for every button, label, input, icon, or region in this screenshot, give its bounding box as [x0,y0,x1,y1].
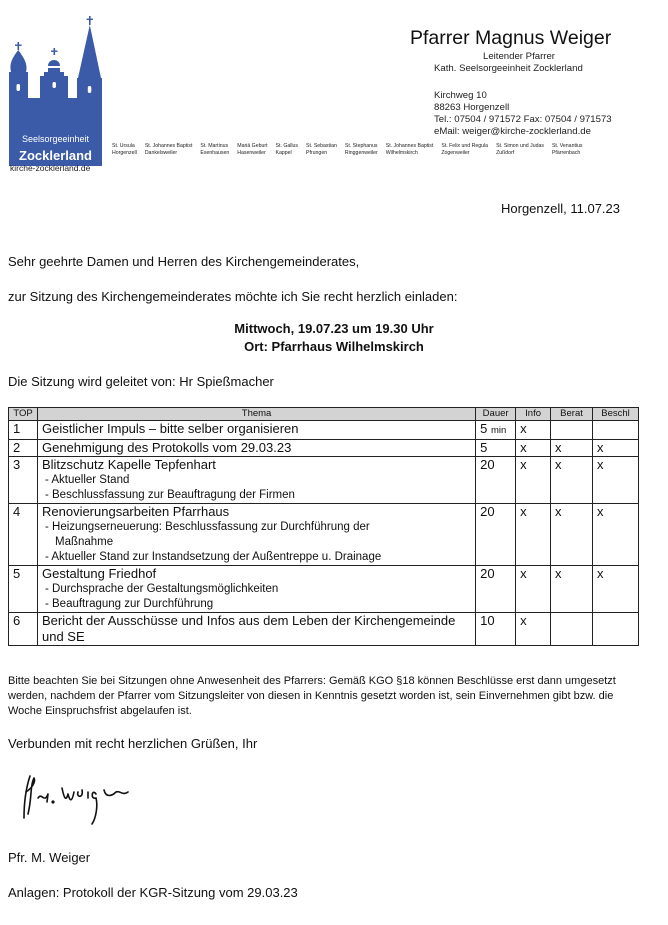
agenda-duration [476,504,516,566]
agenda-row [9,613,639,646]
agenda-info: x [516,440,551,457]
agenda-topic-title: Gestaltung Friedhof [41,566,157,581]
letter-date: Horgenzell, 11.07.23 [501,201,621,216]
sender-name: Pfarrer Magnus Weiger [410,27,612,49]
agenda-duration [476,566,516,613]
attachments: Anlagen: Protokoll der KGR-Sitzung vom 29.03.23 [8,885,298,900]
sender-street: Kirchweg 10 [434,90,487,101]
parish-saint: St. Simon und Judas [496,143,544,149]
duration-value: 20 [480,504,495,519]
greeting: Verbunden mit recht herzlichen Grüßen, Ihr [8,736,258,751]
agenda-info: x [516,504,551,566]
parish-saint: St. Martinus [200,143,229,149]
parish-saint: St. Ursula [112,143,135,149]
sender-address [434,90,612,138]
agenda-row [9,504,639,566]
agenda-berat: x [551,440,593,457]
agenda-info: x [516,613,551,646]
parish-place: Horgenzell [112,149,137,156]
duration-value: 20 [480,566,495,581]
parish-saint: St. Felix und Regula [441,143,489,149]
agenda-duration [476,613,516,646]
header-beschl: Beschl [593,408,639,421]
parish-place: Dankelsweiler [144,149,178,156]
parish-place: Wilhelmskirch [385,149,418,156]
agenda-top: 6 [9,613,38,646]
agenda-header-row [9,408,639,421]
parish-saint: St. Sebastian [306,143,337,149]
agenda-beschl: x [593,457,639,504]
agenda-beschl: x [593,504,639,566]
agenda-topic-title: Blitzschutz Kapelle Tepfenhart [41,457,216,472]
parish-saint: Mariä Geburt [237,143,268,149]
agenda-topic-title: Geistlicher Impuls – bitte selber organisieren [41,421,299,436]
agenda-duration [476,421,516,440]
agenda-berat: x [551,504,593,566]
agenda-beschl: x [593,566,639,613]
parish-item [441,143,488,156]
agenda-berat [551,613,593,646]
parish-place: Pfärrenbach [551,149,581,156]
signer-name: Pfr. M. Weiger [8,850,91,865]
duration-value: 5 [480,440,488,455]
sender-phone: Tel.: 07504 / 971572 Fax: 07504 / 971573 [434,114,612,125]
agenda-row [9,421,639,440]
agenda-subpoint: - Aktueller Stand zur Instandsetzung der Außentreppe u. Drainage [44,551,382,563]
parish-item [276,143,299,156]
agenda-top: 2 [9,440,38,457]
meeting-place: Ort: Pfarrhaus Wilhelmskirch [244,339,424,354]
agenda-top: 1 [9,421,38,440]
header-dauer: Dauer [476,408,516,421]
agenda-beschl [593,421,639,440]
parish-item [112,143,137,156]
agenda-top: 5 [9,566,38,613]
parish-item [496,143,544,156]
parish-item [345,143,378,156]
duration-value: 10 [480,613,495,628]
agenda-subpoint: - Beschlussfassung zur Beauftragung der Firmen [44,489,295,501]
agenda-subpoint: - Heizungserneuerung: Beschlussfassung zur Durchführung der [44,521,370,533]
meeting-info [0,320,668,356]
handwritten-signature [20,768,150,830]
parish-saint: St. Stephanus [344,143,378,149]
agenda-topic-title: Renovierungsarbeiten Pfarrhaus [41,504,230,519]
logo-url: kirche-zocklerland.de [10,163,91,173]
parish-place: Esenhausen [200,149,230,156]
agenda-subpoint: - Beauftragung zur Durchführung [44,598,214,610]
agenda-subpoint: - Durchsprache der Gestaltungsmöglichkeiten [44,583,279,595]
sender-email: eMail: weiger@kirche-zocklerland.de [434,126,591,137]
logo-line2: Zocklerland [19,148,92,163]
parish-place: Pfrungen [306,149,328,156]
agenda-duration [476,440,516,457]
agenda-topic-title: Bericht der Ausschüsse und Infos aus dem Leben der Kirchengemeinde und SE [41,613,456,644]
header-top: TOP [9,408,38,421]
parish-item [200,143,229,156]
agenda-row [9,440,639,457]
duration-unit: min [490,425,507,436]
agenda-top: 4 [9,504,38,566]
meeting-date: Mittwoch, 19.07.23 um 19.30 Uhr [234,321,434,336]
agenda-beschl [593,613,639,646]
parish-saint: St. Venantius [551,143,583,149]
duration-value: 20 [480,457,495,472]
parish-saint: St. Johannes Baptist [385,143,434,149]
salutation: Sehr geehrte Damen und Herren des Kirchengemeinderates, [8,254,360,269]
parish-place: Zogenweiler [441,149,470,156]
intro-text: zur Sitzung des Kirchengemeinderates möchte ich Sie recht herzlich einladen: [8,289,458,304]
parish-place: Hasenweiler [237,149,266,156]
agenda-berat: x [551,457,593,504]
logo-line1: Seelsorgeeinheit [21,134,90,144]
agenda-row [9,457,639,504]
parish-item [306,143,337,156]
agenda-subpoint: Maßnahme [54,536,114,548]
agenda-top: 3 [9,457,38,504]
agenda-topic-title: Genehmigung des Protokolls vom 29.03.23 [41,440,292,455]
legal-note: Bitte beachten Sie bei Sitzungen ohne Anwesenheit des Pfarrers: Gemäß KGO §18 können Beschlüsse erst dann umgesetzt werden, nachdem der Pfarrer vom Sitzungsleiter von diesen in Kenntnis gesetzt worden ist, sein Einvernehmen gibt bzw. die Woche Einspruchsfrist abgelaufen ist. [8,675,616,717]
agenda-info: x [516,421,551,440]
parish-list [112,143,591,156]
agenda-beschl: x [593,440,639,457]
header-thema: Thema [37,408,475,421]
agenda-info: x [516,566,551,613]
agenda-topic [37,504,475,566]
parish-item [145,143,193,156]
chair-text: Die Sitzung wird geleitet von: Hr Spießmacher [8,374,274,389]
header-berat: Berat [551,408,593,421]
parish-saint: St. Johannes Baptist [144,143,193,149]
agenda-table [8,407,639,646]
church-logo [8,14,104,166]
agenda-subpoint: - Aktueller Stand [44,474,130,486]
agenda-topic [37,566,475,613]
agenda-topic [37,613,475,646]
agenda-info: x [516,457,551,504]
agenda-berat [551,421,593,440]
parish-place: Ringgenweiler [344,149,378,156]
sender-role: Leitender Pfarrer [483,51,555,62]
sender-unit: Kath. Seelsorgeeinheit Zocklerland [434,63,583,74]
parish-place: Zußdorf [496,149,515,156]
agenda-topic [37,457,475,504]
parish-item [237,143,267,156]
agenda-duration [476,457,516,504]
parish-item [552,143,583,156]
agenda-topic [37,440,475,457]
parish-place: Kappel [275,149,292,156]
agenda-row [9,566,639,613]
header-info: Info [516,408,551,421]
parish-item [386,143,434,156]
agenda-berat: x [551,566,593,613]
duration-value: 5 [480,421,488,436]
parish-saint: St. Gallus [275,143,299,149]
sender-city: 88263 Horgenzell [434,102,510,113]
agenda-topic [37,421,475,440]
